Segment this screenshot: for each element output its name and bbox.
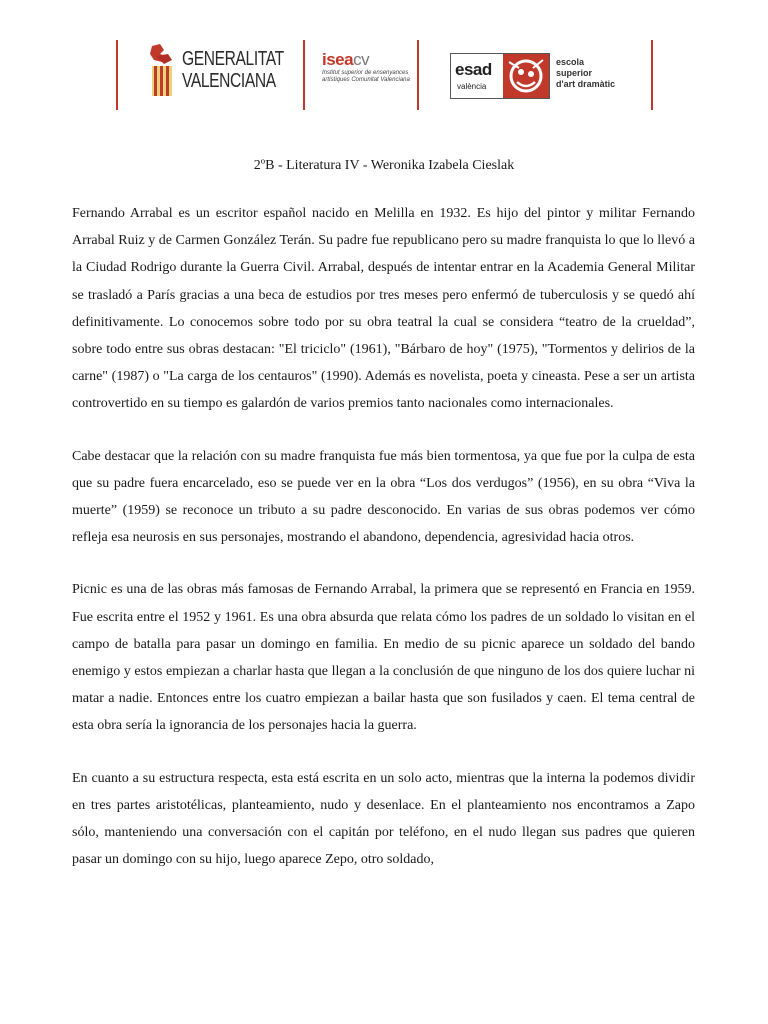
esad-name-text [556,57,615,90]
esad-line2: superior [556,68,593,78]
generalitat-emblem-icon [146,42,178,100]
generalitat-valenciana-logo [146,42,286,102]
header-divider [417,40,419,110]
generalitat-wordmark [182,48,284,92]
generalitat-line1: GENERALITAT [182,48,284,70]
isea-subtitle: Institut superior de ensenyances artístiques Comunitat Valenciana [322,70,410,83]
esad-wordmark: esad [455,60,492,79]
esad-emblem [503,54,549,98]
paragraph: Fernando Arrabal es un escritor español nacido en Melilla en 1932. Es hijo del pintor y militar Fernando Arrabal Ruiz y de Carmen González Terán. Su padre fue republicano pero su madre franquista lo que lo llevó a la Ciudad Rodrigo durante la Guerra Civil. Arrabal, después de intentar entrar en la Academia General Militar se trasladó a París gracias a una beca de estudios por tres meses pero enfermó de tuberculosis y se quedó ahí definitivamente. Lo conocemos sobre todo por su obra teatral la cual se considera “teatro de la crueldad”, sobre todo entre sus obras destacan: "El triciclo" (1961), "Bárbaro de hoy" (1975), "Tormentos y delirios de la carne" (1987) o "La carga de los centauros" (1990). Además es novelista, poeta y cineasta. Pese a ser un artista controvertido en su tiempo es galardón de varios premios tanto nacionales como internacionales. [72,206,695,412]
header-divider [116,40,118,110]
isea-suffix: cv [353,50,370,69]
esad-logo-box [450,53,550,99]
paragraph: Picnic es una de las obras más famosas de Fernando Arrabal, la primera que se representó en Francia en 1959. Fue escrita entre el 1952 y 1961. Es una obra absurda que relata cómo los padres de un soldado lo visitan en el campo de batalla para pasar un domingo en familia. En medio de su picnic aparece un soldado del bando enemigo y estos empiezan a charlar hasta que llegan a la conclusión de que ninguno de los dos quiere luchar ni matar a nadie. Entonces entre los cuatro empiezan a bailar hasta que son fusilados y caen. El tema central de esta obra sería la ignorancia de los personajes hacia la guerra. [72,582,695,734]
header-divider [303,40,305,110]
theatre-mask-icon [503,54,549,98]
isea-cv-logo [322,50,412,100]
isea-name: isea [322,50,354,69]
isea-wordmark [322,50,369,70]
esad-line3: d'art dramàtic [556,79,616,89]
header-divider [651,40,653,110]
document-header [0,0,768,130]
esad-valencia-logo [450,53,630,99]
esad-city: valència [457,82,487,91]
esad-line1: escola [556,57,585,67]
document-title: 2ºB - Literatura IV - Weronika Izabela Cieslak [253,158,515,173]
paragraph: En cuanto a su estructura respecta, esta está escrita en un solo acto, mientras que la interna la podemos dividir en tres partes aristotélicas, planteamiento, nudo y desenlace. En el planteamiento nos encontramos a Zapo sólo, manteniendo una conversación con el capitán por teléfono, en el nudo llegan sus padres que quieren pasar un domingo con su hijo, luego aparece Zepo, otro soldado, [72,770,695,868]
paragraph: Cabe destacar que la relación con su madre franquista fue más bien tormentosa, ya que fue por la culpa de esta que su padre fuera encarcelado, eso se puede ver en la obra “Los dos verdugos” (1956), en su obra “Viva la muerte” (1959) se reconoce un tributo a su padre desconocido. En varias de sus obras podemos ver cómo refleja esa neurosis en sus personajes, mostrando el abandono, dependencia, agresividad hacia otros. [72,448,695,546]
generalitat-line2: VALENCIANA [182,70,276,92]
document-body [72,200,695,898]
